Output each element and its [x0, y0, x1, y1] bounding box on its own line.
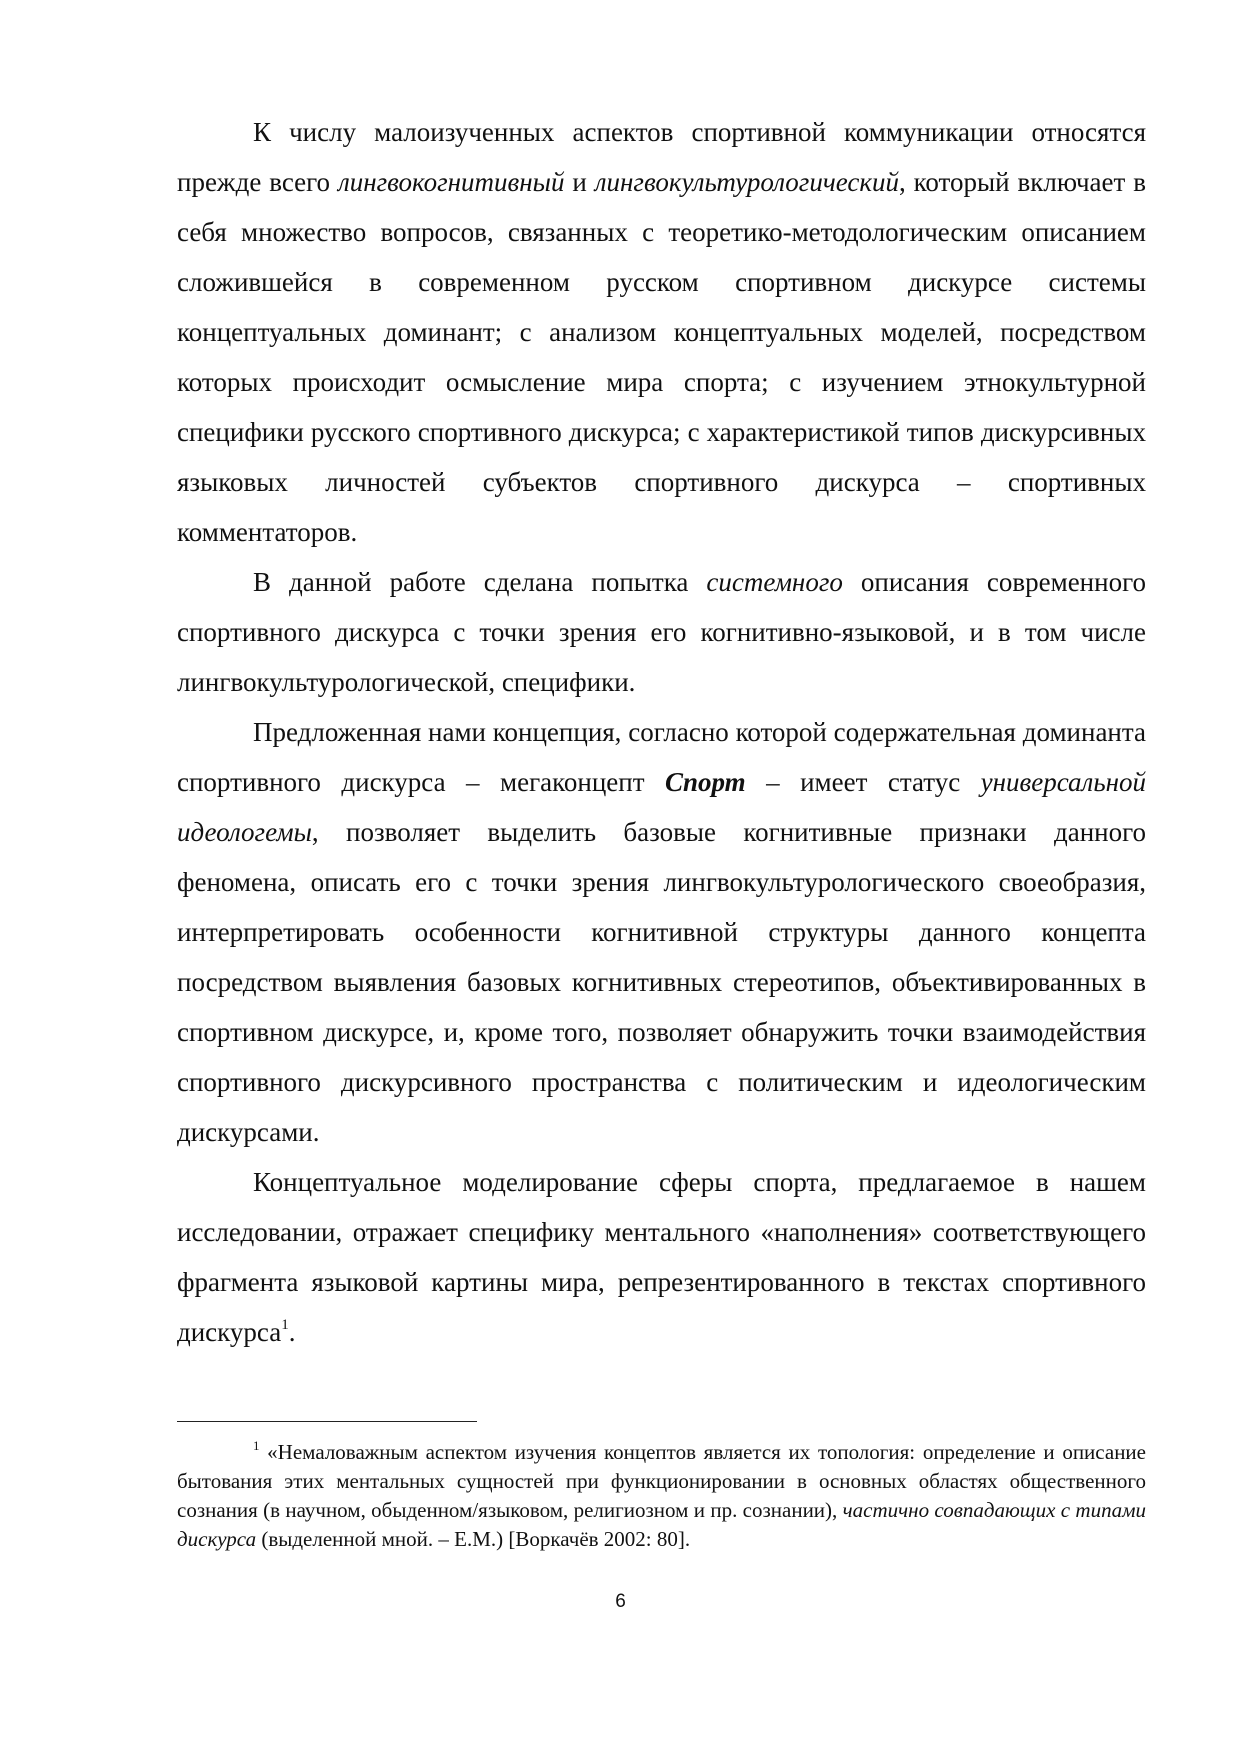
text-run: , позволяет выделить базовые когнитивные признаки данного феномена, описать его с точки зрения лингвокультурологического своеобразия, интерпретировать особенности когнитивной структуры данного концепта посредством выявления базовых когнитивных стереотипов, объективированных в спортивном дискурсе, и, кроме того, позволяет обнаружить точки взаимодействия спортивного дискурсивного пространства с политическим и идеологическим дискурсами.	[177, 817, 1146, 1147]
italic-term: системного	[706, 567, 843, 597]
text-run: В данной работе сделана попытка	[253, 567, 707, 597]
text-run: , который включает в себя множество вопросов, связанных с теоретико-методологическим описанием сложившейся в современном русском спортивном дискурсе системы концептуальных доминант; с анализом концептуальных моделей, посредством которых происходит осмысление мира спорта; с изучением этнокультурной специфики русского спортивного дискурса; с характеристикой типов дискурсивных языковых личностей субъектов спортивного дискурса – спортивных комментаторов.	[177, 167, 1146, 547]
text-run: и	[564, 167, 595, 197]
italic-term: универсальной идеологемы	[177, 767, 1146, 847]
bold-italic-term: Спорт	[665, 767, 746, 797]
text-run: .	[288, 1317, 296, 1347]
text-run: Концептуальное моделирование сферы спорта, предлагаемое в нашем исследовании, отражает специфику ментального «наполнения» соответствующего фрагмента языковой картины мира, репрезентированного в текстах спортивного дискурса	[177, 1167, 1146, 1347]
paragraph-2	[177, 557, 1146, 707]
footnote-mark: 1	[253, 1438, 260, 1453]
footnote-separator	[177, 1421, 477, 1422]
page-number: 6	[615, 1591, 626, 1612]
italic-term: лингвокогнитивный	[337, 167, 565, 197]
text-run: описания современного спортивного дискурса с точки зрения его когнитивно-языковой, и в том числе лингвокультурологической, специфики.	[177, 567, 1146, 697]
footnote-text: (выделенной мной. – Е.М.) [Воркачёв 2002: 80].	[256, 1527, 691, 1551]
text-run: К числу малоизученных аспектов спортивной коммуникации относятся прежде всего	[177, 117, 1146, 197]
footnote-text: «Немаловажным аспектом изучения концептов является их топология: определение и описание бытования этих ментальных сущностей при функционировании в основных областях общественного сознания (в научном, обыденном/языковом, религиозном и пр. сознании),	[177, 1440, 1146, 1522]
text-run: – имеет статус	[745, 767, 981, 797]
main-text	[177, 107, 1146, 1357]
footnote-italic: частично совпадающих с типами дискурса	[177, 1498, 1146, 1551]
italic-term: лингвокультурологический	[594, 167, 899, 197]
paragraph-1	[177, 107, 1146, 557]
text-run: Предложенная нами концепция, согласно которой содержательная доминанта спортивного дискурса – мегаконцепт	[177, 717, 1146, 797]
footnote-reference[interactable]: 1	[281, 1317, 289, 1333]
paragraph-3	[177, 707, 1146, 1157]
footnote	[177, 1438, 1146, 1554]
paragraph-4	[177, 1157, 1146, 1357]
